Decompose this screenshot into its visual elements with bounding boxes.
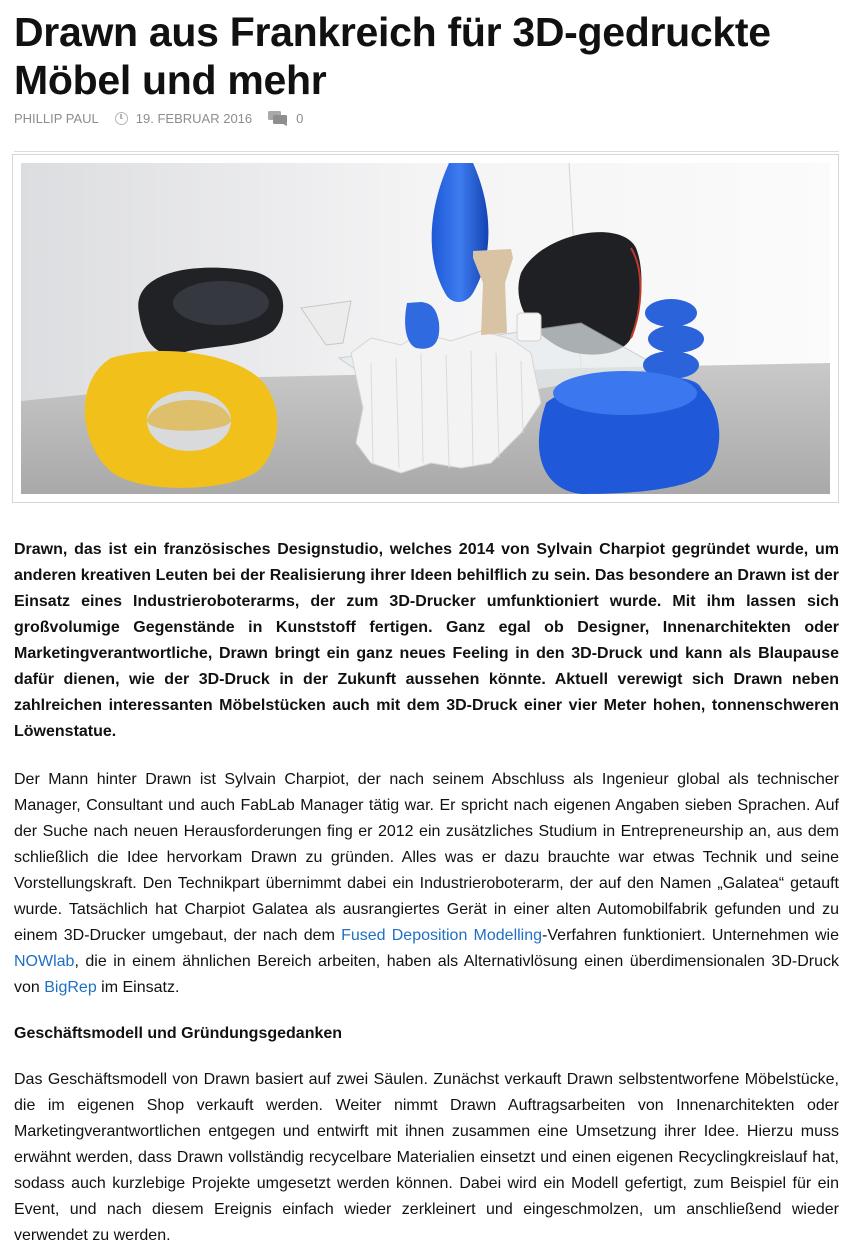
paragraph-2-text-2: -Verfahren funktioniert. Unternehmen wie [542, 927, 840, 944]
link-fused-deposition-modelling[interactable]: Fused Deposition Modelling [341, 927, 543, 944]
comment-bubble-icon[interactable] [268, 111, 288, 126]
header-divider [14, 151, 839, 152]
paragraph-2-text-4: im Einsatz. [96, 979, 180, 996]
clock-icon [115, 112, 128, 125]
paragraph-2-text-3: , die in einem ähnlichen Bereich arbeiten, haben als Alternativlösung einen überdimensionalen 3D-Druck von [14, 953, 839, 996]
paragraph-3: Das Geschäftsmodell von Drawn basiert auf zwei Säulen. Zunächst verkauft Drawn selbstentworfene Möbelstücke, die im eigenen Shop verkauft werden. Weiter nimmt Drawn Auftragsarbeiten von Innenarchitekten oder Marketingverantwortlichen entgegen und entwirft mit ihnen zusammen eine Umsetzung ihrer Idee. Hierzu muss erwähnt werden, dass Drawn vollständig recycelbare Materialien einsetzt und einen eigenen Recyclingkreislauf hat, sodass auch kurzlebige Projekte umgesetzt werden können. Dabei wird ein Modell gefertigt, zum Beispiel für ein Event, und nach diesem Ereignis einfach wieder zerkleinert und eingeschmolzen, um anschließend wieder verwendet zu werden. [14, 1071, 839, 1244]
article-title: Drawn aus Frankreich für 3D-gedruckte Möbel und mehr [14, 9, 771, 103]
article-image-frame [12, 154, 839, 503]
publish-date: 19. FEBRUAR 2016 [135, 110, 253, 126]
comment-count[interactable]: 0 [296, 110, 304, 126]
lead-paragraph: Drawn, das ist ein französisches Designstudio, welches 2014 von Sylvain Charpiot gegründet wurde, um anderen kreativen Leuten bei der Realisierung ihrer Ideen behilflich zu sein. Das besondere an Drawn ist der Einsatz eines Industrieroboterarms, der zum 3D-Drucker umfunktioniert wurde. Mit ihm lassen sich großvolumige Gegenstände in Kunststoff fertigen. Ganz egal ob Designer, Innenarchitekten oder Marketingverantwortliche, Drawn bringt ein ganz neues Feeling in den 3D-Druck und kann als Blaupause dafür dienen, wie der 3D-Druck in der Zukunft aussehen könnte. Aktuell verewigt sich Drawn neben zahlreichen interessanten Möbelstücken auch mit dem 3D-Druck einer vier Meter hohen, tonnenschweren Löwenstatue. [14, 541, 839, 740]
paragraph-2-text-1: Der Mann hinter Drawn ist Sylvain Charpiot, der nach seinem Abschluss als Ingenieur global als technischer Manager, Consultant und auch FabLab Manager tätig war. Er spricht nach eigenen Angaben sieben Sprachen. Auf der Suche nach neuen Herausforderungen fing er 2012 ein zusätzliches Studium in Entrepreneurship an, aus dem schließlich die Idee hervorkam Drawn zu gründen. Alles was er dazu brauchte war etwas Technik und seine Vorstellungskraft. Den Technikpart übernimmt dabei ein Industrieroboterarm, der auf den Namen „Galatea“ getauft wurde. Tatsächlich hat Charpiot Galatea als ausrangiertes Gerät in einer alten Automobilfabrik gefunden und zu einem 3D-Drucker umgebaut, der nach dem [14, 771, 839, 944]
link-bigrep[interactable]: BigRep [44, 979, 97, 996]
article-body [14, 537, 839, 1249]
article-meta [14, 110, 839, 126]
link-nowlab[interactable]: NOWlab [14, 953, 75, 970]
article-image [21, 163, 830, 494]
section-heading: Geschäftsmodell und Gründungsgedanken [14, 1025, 343, 1042]
article-header [14, 8, 839, 152]
author-link[interactable]: PHILLIP PAUL [14, 110, 99, 126]
paragraph-2 [14, 767, 839, 1001]
